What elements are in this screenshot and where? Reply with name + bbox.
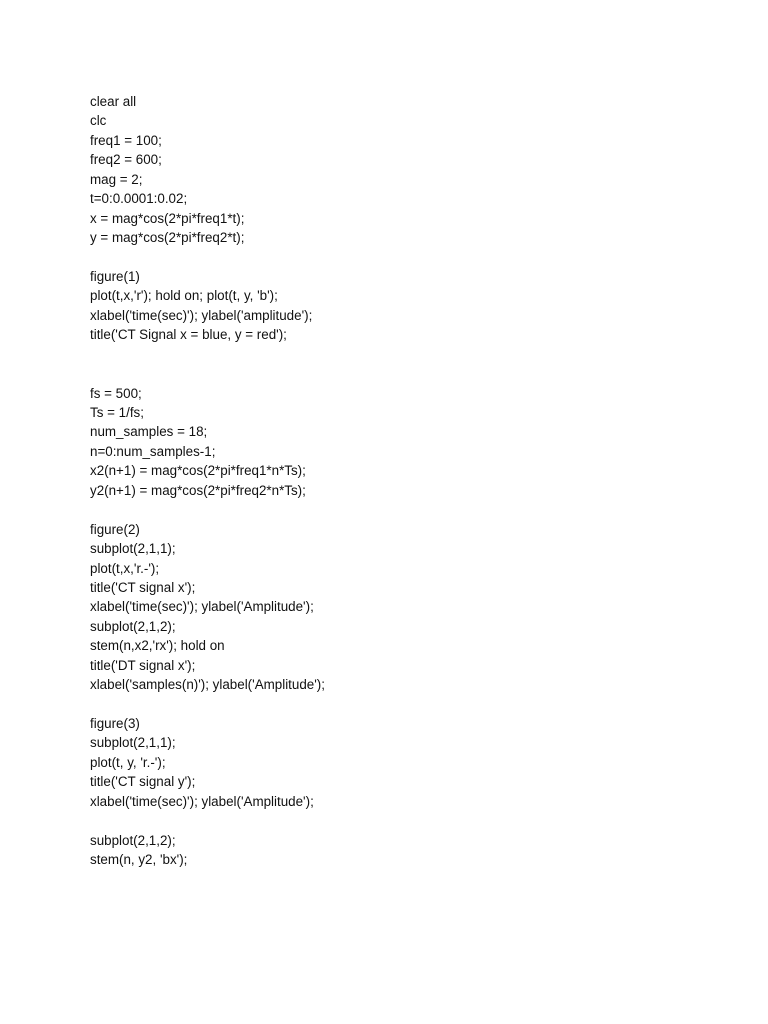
blank-line (90, 345, 690, 364)
code-listing (90, 92, 690, 870)
code-line: t=0:0.0001:0.02; (90, 191, 188, 207)
code-line: num_samples = 18; (90, 424, 208, 440)
code-line: title('DT signal x'); (90, 657, 196, 673)
code-line: y = mag*cos(2*pi*freq2*t); (90, 230, 245, 246)
code-line: x2(n+1) = mag*cos(2*pi*freq1*n*Ts); (90, 463, 306, 479)
code-line: plot(t,x,'r'); hold on; plot(t, y, 'b'); (90, 288, 278, 304)
code-line: clc (90, 113, 107, 129)
code-line: title('CT signal x'); (90, 579, 196, 595)
code-line: title('CT signal y'); (90, 774, 196, 790)
blank-line (90, 248, 690, 267)
code-line: xlabel('time(sec)'); ylabel('Amplitude'); (90, 599, 314, 615)
code-line: subplot(2,1,1); (90, 735, 176, 751)
code-line: subplot(2,1,2); (90, 618, 176, 634)
code-line: mag = 2; (90, 171, 143, 187)
code-line: freq1 = 100; (90, 132, 162, 148)
code-line: figure(3) (90, 716, 140, 731)
code-line: subplot(2,1,2); (90, 832, 176, 848)
code-line: y2(n+1) = mag*cos(2*pi*freq2*n*Ts); (90, 482, 306, 498)
code-line: stem(n, y2, 'bx'); (90, 852, 188, 868)
code-line: x = mag*cos(2*pi*freq1*t); (90, 210, 245, 226)
code-line: fs = 500; (90, 385, 142, 401)
code-line: Ts = 1/fs; (90, 405, 144, 420)
code-line: plot(t, y, 'r.-'); (90, 754, 166, 770)
code-line: subplot(2,1,1); (90, 541, 176, 557)
code-line: figure(2) (90, 521, 140, 537)
blank-line (90, 695, 690, 714)
code-line: xlabel('time(sec)'); ylabel('amplitude'); (90, 307, 313, 323)
code-line: plot(t,x,'r.-'); (90, 560, 160, 576)
code-line: xlabel('time(sec)'); ylabel('Amplitude'); (90, 793, 314, 809)
code-line: xlabel('samples(n)'); ylabel('Amplitude'); (90, 677, 325, 693)
code-line: n=0:num_samples-1; (90, 443, 216, 459)
blank-line (90, 500, 690, 519)
code-line: stem(n,x2,'rx'); hold on (90, 638, 225, 654)
code-line: figure(1) (90, 268, 140, 284)
blank-line (90, 811, 690, 830)
code-line: title('CT Signal x = blue, y = red'); (90, 327, 287, 343)
code-line: freq2 = 600; (90, 152, 162, 168)
code-line: clear all (90, 94, 137, 109)
blank-line (90, 364, 690, 383)
